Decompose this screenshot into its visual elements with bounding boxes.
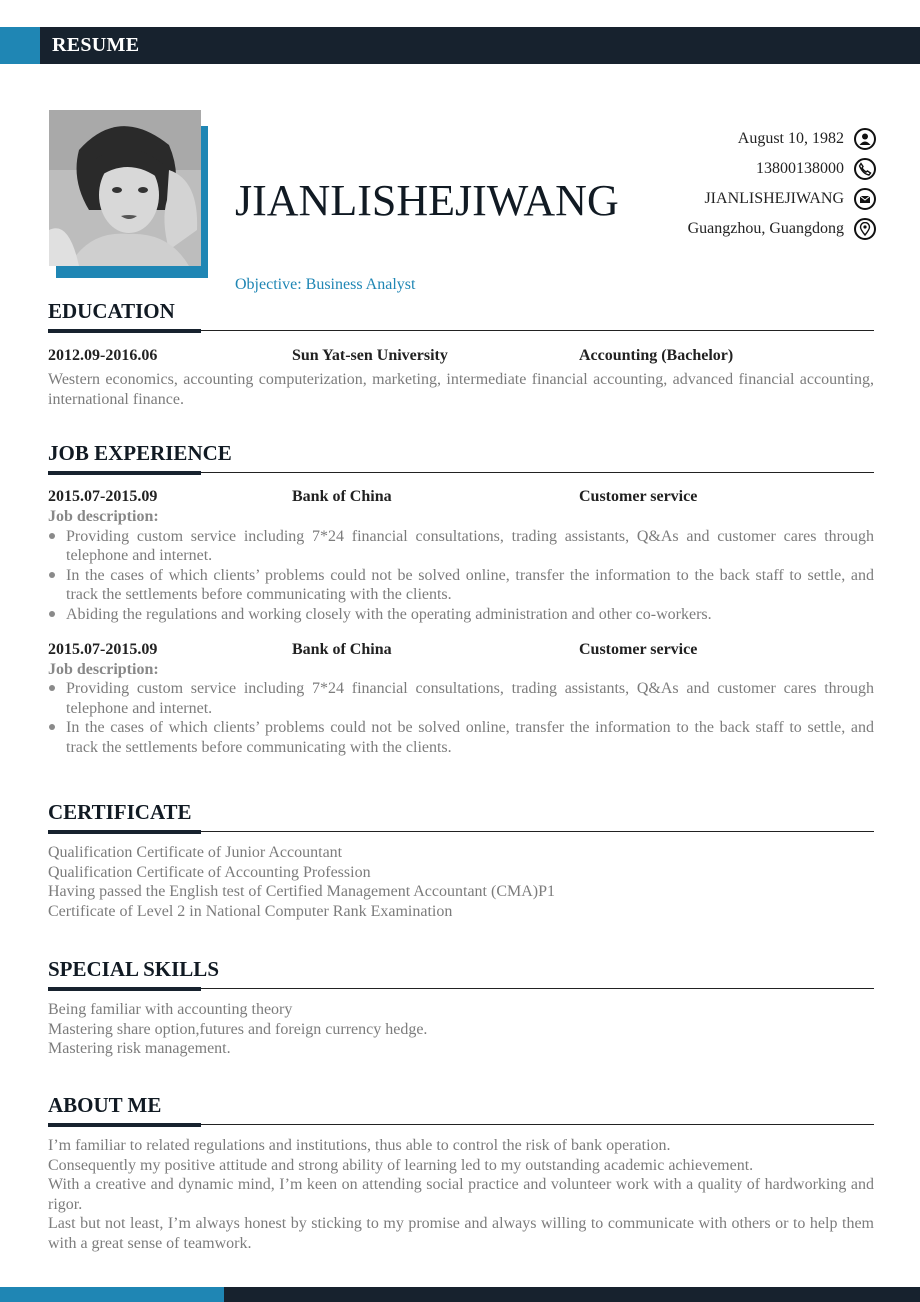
job-period: 2015.07-2015.09 xyxy=(48,488,158,505)
bullet-icon xyxy=(49,572,55,578)
education-courses: Western economics, accounting computerization, marketing, intermediate financial accounting, advanced financial accounting, international finance. xyxy=(48,371,874,408)
job-period: 2015.07-2015.09 xyxy=(48,640,158,658)
section-divider xyxy=(48,471,874,475)
bullet-icon xyxy=(49,724,55,730)
birthday-text: August 10, 1982 xyxy=(737,130,844,147)
list-item xyxy=(48,605,874,625)
skills-section xyxy=(48,956,874,1059)
header-accent xyxy=(0,27,40,64)
contact-email xyxy=(576,184,876,214)
job-bullets xyxy=(48,527,874,625)
education-heading: EDUCATION xyxy=(48,299,175,323)
certificate-item: Qualification Certificate of Accounting Profession xyxy=(48,863,371,881)
person-icon xyxy=(854,128,876,150)
certificate-section xyxy=(48,799,874,921)
header-bar xyxy=(0,27,920,64)
skill-item: Mastering risk management. xyxy=(48,1040,231,1058)
portrait-illustration xyxy=(49,110,201,266)
resume-title: RESUME xyxy=(52,34,140,56)
education-major: Accounting (Bachelor) xyxy=(579,347,734,364)
location-pin-icon xyxy=(854,218,876,240)
contact-address xyxy=(576,214,876,244)
job-desc-label: Job description: xyxy=(48,660,159,678)
certificate-item: Certificate of Level 2 in National Computer Rank Examination xyxy=(48,902,453,920)
about-paragraph: With a creative and dynamic mind, I’m keen on attending social practice and volunteer work with a quality of hardworking and rigor. xyxy=(48,1176,874,1213)
profile-photo xyxy=(49,110,201,266)
about-paragraph: I’m familiar to related regulations and institutions, thus able to control the risk of bank operation. xyxy=(48,1137,671,1154)
section-divider xyxy=(48,987,874,991)
section-divider xyxy=(48,830,874,834)
address-text: Guangzhou, Guangdong xyxy=(687,220,844,237)
contact-block xyxy=(576,124,876,244)
certificate-item: Having passed the English test of Certified Management Accountant (CMA)P1 xyxy=(48,883,556,901)
phone-text: 13800138000 xyxy=(756,160,844,177)
job-desc-label: Job description: xyxy=(48,508,159,525)
bullet-text: Abiding the regulations and working closely with the operating administration and other co-workers. xyxy=(66,605,712,623)
list-item xyxy=(48,566,874,605)
education-school: Sun Yat-sen University xyxy=(292,347,448,364)
certificate-heading: CERTIFICATE xyxy=(48,800,192,824)
footer-bar xyxy=(0,1287,920,1302)
section-divider xyxy=(48,329,874,333)
job-bullets xyxy=(48,679,874,757)
bullet-text: In the cases of which clients’ problems could not be solved online, transfer the information to the back staff to settle, and track the settlements before communicating with the clients. xyxy=(66,566,874,604)
bullet-text: In the cases of which clients’ problems could not be solved online, transfer the information to the back staff to settle, and track the settlements before communicating with the clients. xyxy=(66,719,874,756)
skills-heading: SPECIAL SKILLS xyxy=(48,957,219,981)
education-period: 2012.09-2016.06 xyxy=(48,347,158,364)
job-role: Customer service xyxy=(579,488,698,505)
objective xyxy=(235,276,415,294)
bullet-icon xyxy=(49,611,55,617)
bullet-text: Providing custom service including 7*24 financial consultations, trading assistants, Q&As and customer cares through telephone and internet. xyxy=(66,680,874,717)
bullet-icon xyxy=(49,685,55,691)
education-row xyxy=(48,345,874,366)
candidate-name: JIANLISHEJIWANG xyxy=(235,176,619,225)
about-paragraph: Last but not least, I’m always honest by sticking to my promise and always willing to communicate with others or to help them with a great sense of teamwork. xyxy=(48,1215,874,1252)
list-item xyxy=(48,527,874,566)
job-entry xyxy=(48,639,874,758)
about-heading: ABOUT ME xyxy=(48,1093,162,1117)
objective-label: Objective: xyxy=(235,276,302,293)
job-company: Bank of China xyxy=(292,488,392,505)
skill-item: Being familiar with accounting theory xyxy=(48,1001,293,1018)
contact-birthday xyxy=(576,124,876,154)
job-row xyxy=(48,639,874,660)
certificate-item: Qualification Certificate of Junior Accountant xyxy=(48,844,343,861)
list-item xyxy=(48,718,874,757)
list-item xyxy=(48,679,874,718)
about-section xyxy=(48,1092,874,1254)
footer-accent xyxy=(0,1287,224,1302)
skill-item: Mastering share option,futures and foreign currency hedge. xyxy=(48,1020,428,1038)
phone-icon xyxy=(854,158,876,180)
job-section xyxy=(48,440,874,758)
section-divider xyxy=(48,1123,874,1127)
contact-phone xyxy=(576,154,876,184)
bullet-icon xyxy=(49,533,55,539)
objective-value: Business Analyst xyxy=(305,276,416,293)
job-heading: JOB EXPERIENCE xyxy=(48,441,232,465)
job-entry xyxy=(48,486,874,625)
email-text: JIANLISHEJIWANG xyxy=(704,190,844,207)
job-company: Bank of China xyxy=(292,640,392,658)
education-section xyxy=(48,298,874,409)
job-row xyxy=(48,486,874,507)
job-role: Customer service xyxy=(579,640,698,658)
about-paragraph: Consequently my positive attitude and strong ability of learning led to my outstanding academic achievement. xyxy=(48,1156,754,1174)
mail-icon xyxy=(854,188,876,210)
bullet-text: Providing custom service including 7*24 financial consultations, trading assistants, Q&As and customer cares through telephone and internet. xyxy=(66,527,874,565)
